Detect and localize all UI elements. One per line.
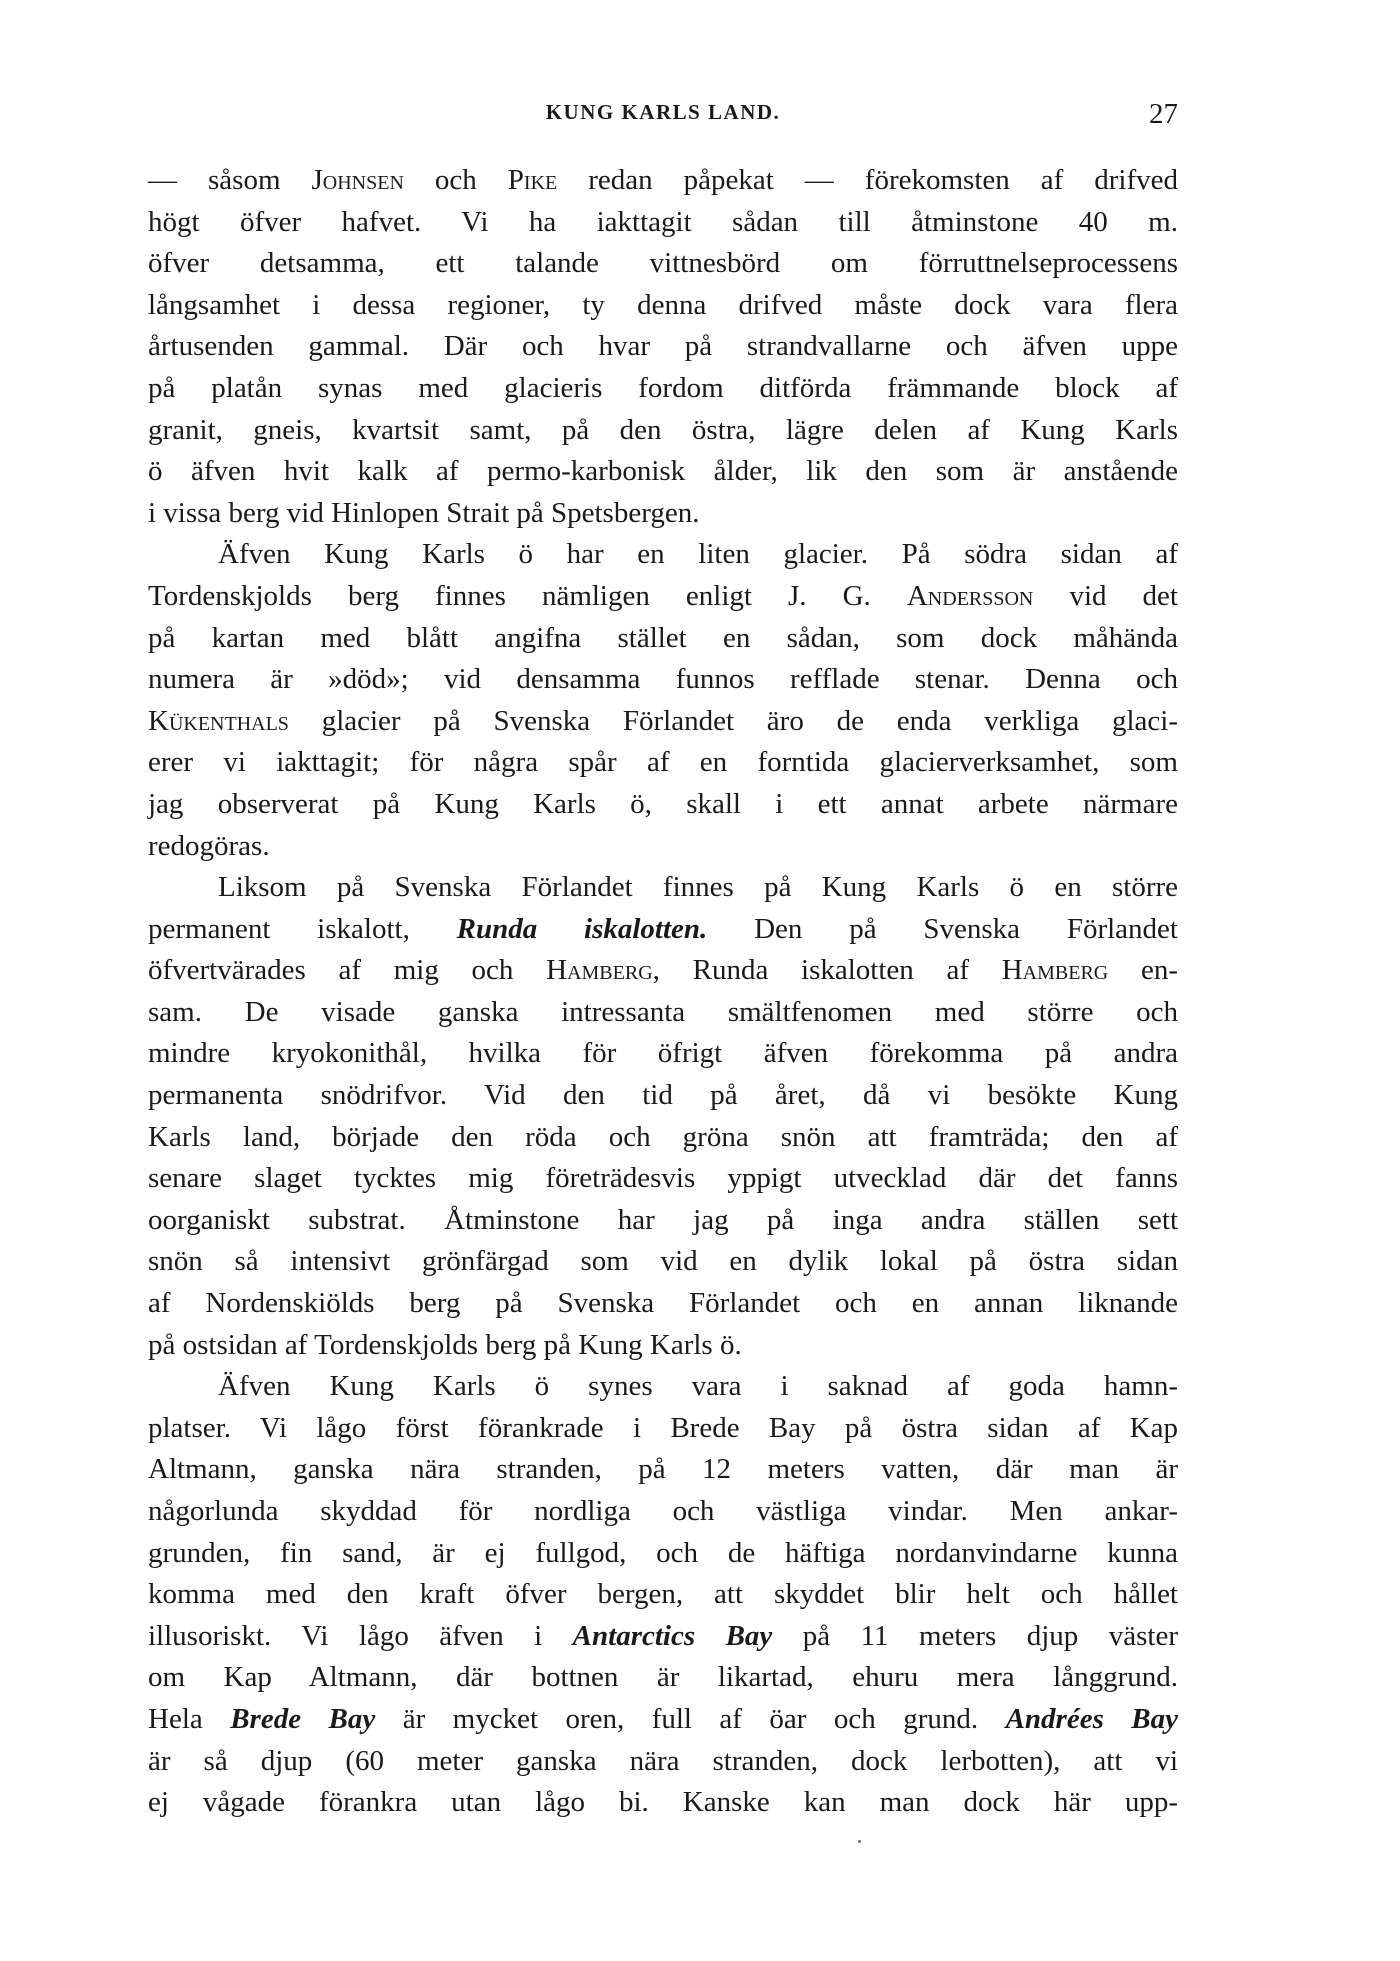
print-speck [858, 1840, 861, 1843]
text-line [148, 659, 1178, 701]
line-text: granit, gneis, kvartsit samt, på den östra, lägre delen af Kung Karls [148, 413, 1178, 446]
line-text: och [403, 164, 508, 196]
text-line [148, 1200, 1178, 1242]
line-text: senare slaget tycktes mig företrädesvis yppigt utvecklad där det fanns [148, 1162, 1178, 1195]
italic-place-name: Antarctics Bay [572, 1619, 773, 1652]
line-text: Äfven Kung Karls ö synes vara i saknad af goda hamn- [218, 1370, 1178, 1403]
text-line [148, 1616, 1178, 1658]
line-text: erer vi iakttagit; för några spår af en forntida glacierverksamhet, som [148, 746, 1178, 779]
line-text: på kartan med blått angifna stället en sådan, som dock måhända [148, 621, 1178, 654]
line-text: permanent iskalott, [148, 912, 457, 945]
text-line [148, 410, 1178, 452]
text-line [148, 992, 1178, 1034]
line-text: Tordenskjolds berg finnes nämligen enligt J. G. [148, 579, 907, 612]
text-line [148, 493, 1178, 535]
text-line [148, 1782, 1178, 1824]
line-text: Liksom på Svenska Förlandet finnes på Kung Karls ö en större [218, 871, 1178, 904]
author-name: Hamberg [546, 954, 653, 987]
running-head [148, 98, 1178, 138]
line-text: högt öfver hafvet. Vi ha iakttagit sådan till åtminstone 40 m. [148, 205, 1178, 238]
author-name: Hamberg [1001, 954, 1109, 987]
text-line [148, 1325, 1178, 1367]
author-name: Johnsen [311, 164, 404, 196]
text-line [148, 867, 1178, 909]
body-text [148, 160, 1178, 1824]
text-line [148, 1657, 1178, 1699]
text-line [148, 1408, 1178, 1450]
line-text: , Runda iskalotten af [652, 954, 1002, 987]
text-line [148, 243, 1178, 285]
text-line [148, 1033, 1178, 1075]
line-text: redan påpekat — förekomsten af drifved [557, 164, 1179, 196]
text-line [148, 1741, 1178, 1783]
text-line [148, 1158, 1178, 1200]
italic-place-name: Runda iskalotten. [456, 912, 708, 945]
line-text: Karls land, började den röda och gröna snön att framträda; den af [148, 1120, 1178, 1153]
text-line [148, 826, 1178, 868]
line-text: grunden, fin sand, är ej fullgod, och de häftiga nordanvindarne kunna [148, 1536, 1178, 1569]
text-line [148, 368, 1178, 410]
line-text: någorlunda skyddad för nordliga och västliga vindar. Men ankar- [148, 1495, 1178, 1527]
line-text: glacier på Svenska Förlandet äro de enda verkliga glaci- [288, 704, 1178, 737]
line-text: Altmann, ganska nära stranden, på 12 meters vatten, där man är [148, 1453, 1178, 1486]
text-line [148, 784, 1178, 826]
text-line [148, 1366, 1178, 1408]
text-line [148, 742, 1178, 784]
line-text: oorganiskt substrat. Åtminstone har jag på inga andra ställen sett [148, 1203, 1178, 1236]
line-text: sam. De visade ganska intressanta smältfenomen med större och [148, 995, 1178, 1028]
line-text: öfvertvärades af mig och [148, 954, 547, 987]
italic-place-name: Andrées Bay [1005, 1702, 1179, 1735]
text-line [148, 1117, 1178, 1159]
line-text: långsamhet i dessa regioner, ty denna drifved måste dock vara flera [148, 288, 1178, 321]
line-text: i vissa berg vid Hinlopen Strait på Spetsbergen. [148, 496, 700, 529]
line-text: mindre kryokonithål, hvilka för öfrigt äfven förekomma på andra [148, 1037, 1178, 1070]
text-line [148, 1075, 1178, 1117]
line-text: är mycket oren, full af öar och grund. [375, 1702, 1006, 1735]
text-line [148, 326, 1178, 368]
text-line [148, 160, 1178, 202]
line-text: på ostsidan af Tordenskjolds berg på Kung Karls ö. [148, 1328, 742, 1361]
author-name: Kükenthals [148, 704, 289, 737]
text-line [148, 1699, 1178, 1741]
line-text: Den på Svenska Förlandet [707, 912, 1178, 945]
line-text: platser. Vi lågo först förankrade i Brede Bay på östra sidan af Kap [148, 1411, 1178, 1444]
line-text: ö äfven hvit kalk af permo-karbonisk ålder, lik den som är anstående [148, 455, 1178, 488]
author-name: Andersson [906, 579, 1034, 612]
line-text: — såsom [148, 164, 312, 196]
running-head-title: KUNG KARLS LAND. [545, 100, 781, 124]
line-text: snön så intensivt grönfärgad som vid en dylik lokal på östra sidan [148, 1245, 1178, 1278]
text-line [148, 909, 1178, 951]
text-line [148, 701, 1178, 743]
line-text: numera är »död»; vid densamma funnos refflade stenar. Denna och [148, 663, 1178, 696]
italic-place-name: Brede Bay [230, 1702, 376, 1735]
text-line [148, 618, 1178, 660]
line-text: vid det [1033, 579, 1178, 612]
text-line [148, 950, 1178, 992]
line-text: redogöras. [148, 829, 270, 862]
line-text: jag observerat på Kung Karls ö, skall i ett annat arbete närmare [148, 787, 1178, 820]
page-number: 27 [1149, 98, 1178, 130]
line-text: på 11 meters djup väster [772, 1619, 1178, 1652]
line-text: om Kap Altmann, där bottnen är likartad, ehuru mera långgrund. [148, 1661, 1178, 1694]
text-line [148, 1574, 1178, 1616]
text-line [148, 1533, 1178, 1575]
line-text: af Nordenskiölds berg på Svenska Förlandet och en annan liknande [148, 1287, 1178, 1320]
line-text: en- [1108, 954, 1178, 987]
text-line [148, 576, 1178, 618]
text-line [148, 202, 1178, 244]
line-text: ej vågade förankra utan lågo bi. Kanske kan man dock här upp- [148, 1786, 1178, 1819]
text-line [148, 1491, 1178, 1533]
line-text: Hela [148, 1702, 231, 1735]
line-text: årtusenden gammal. Där och hvar på strandvallarne och äfven uppe [148, 330, 1178, 363]
text-line [148, 534, 1178, 576]
text-line [148, 285, 1178, 327]
line-text: illusoriskt. Vi lågo äfven i [148, 1619, 573, 1652]
text-line [148, 1241, 1178, 1283]
line-text: komma med den kraft öfver bergen, att skyddet blir helt och hållet [148, 1578, 1178, 1611]
text-line [148, 451, 1178, 493]
text-line [148, 1449, 1178, 1491]
line-text: permanenta snödrifvor. Vid den tid på året, då vi besökte Kung [148, 1079, 1178, 1112]
author-name: Pike [507, 164, 558, 196]
line-text: på platån synas med glacieris fordom ditförda främmande block af [148, 371, 1178, 404]
text-line [148, 1283, 1178, 1325]
line-text: är så djup (60 meter ganska nära stranden, dock lerbotten), att vi [148, 1744, 1178, 1777]
line-text: Äfven Kung Karls ö har en liten glacier. På södra sidan af [218, 538, 1178, 571]
line-text: öfver detsamma, ett talande vittnesbörd om förruttnelseprocessens [148, 247, 1178, 280]
